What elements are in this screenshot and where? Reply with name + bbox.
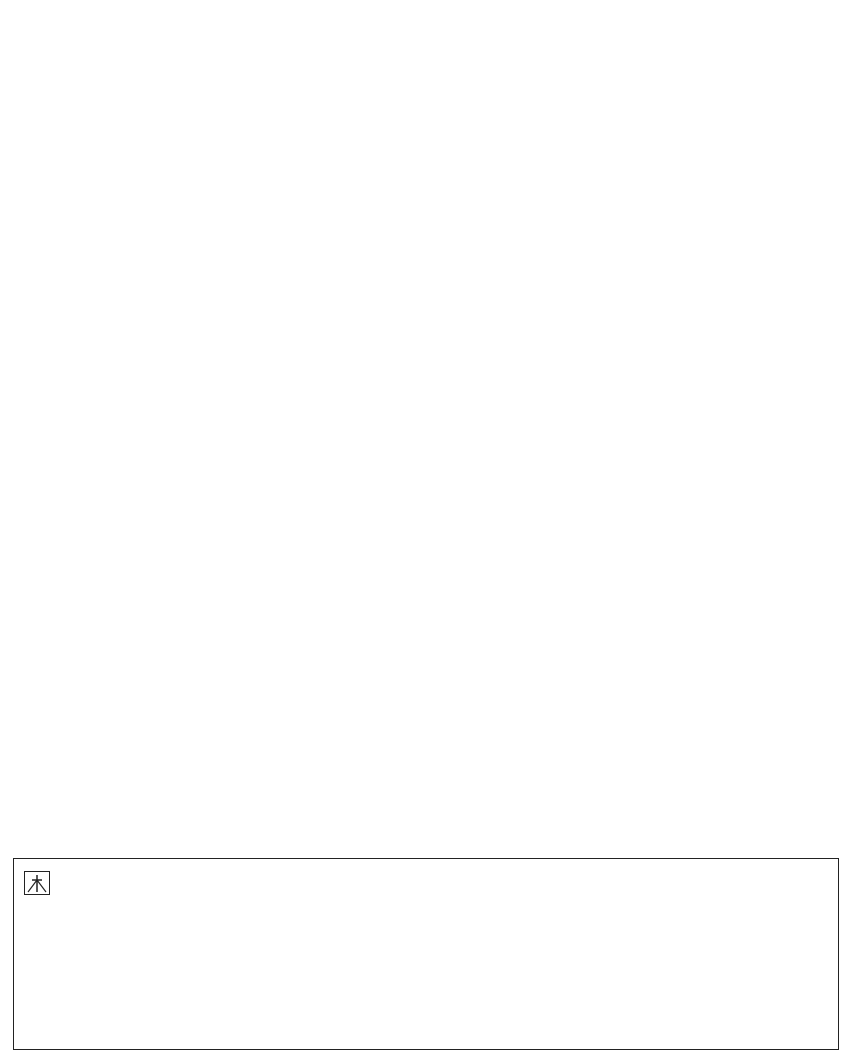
technique-illustrations — [14, 859, 838, 1049]
technique-panel — [13, 858, 839, 1050]
crochet-stitch-icon — [24, 871, 50, 895]
